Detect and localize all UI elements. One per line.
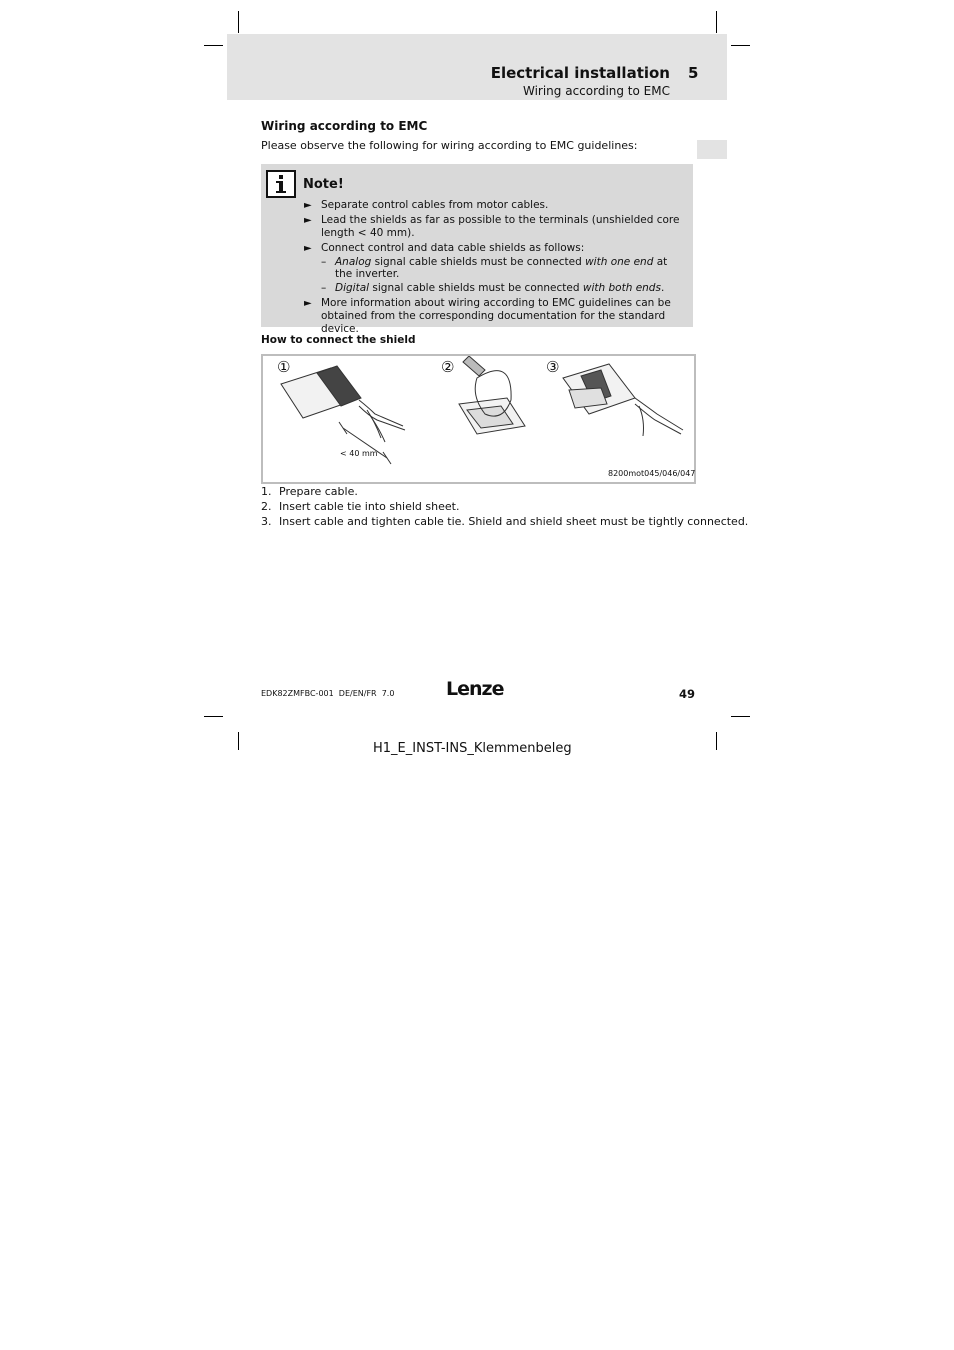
note-bullet: More information about wiring according to EMC guidelines can be obtained from the corresponding documentation for the standard device. [321,297,671,335]
step-number: 3. [261,515,272,528]
bullet-icon: ► [304,200,312,211]
figure-marker-2: ② [441,358,455,376]
crop-mark [238,11,239,33]
step-text: Prepare cable. [279,485,358,498]
dash-icon: – [321,282,327,294]
bullet-icon: ► [304,243,312,254]
figure-id: 8200mot045/046/047 [608,469,696,478]
chapter-number: 5 [688,64,699,82]
crop-mark [731,45,750,46]
crop-mark [204,716,223,717]
info-icon [266,170,296,198]
dimension-label: < 40 mm [340,449,378,458]
chapter-tab-marker [697,140,727,159]
step-text: Insert cable tie into shield sheet. [279,500,460,513]
bullet-icon: ► [304,298,312,309]
page-number: 49 [679,687,696,701]
note-sub-item: Analog signal cable shields must be connected with one end at the inverter. [335,256,668,280]
dash-icon: – [321,256,327,268]
chapter-subtitle: Wiring according to EMC [522,84,670,98]
subsection-title: How to connect the shield [261,334,416,346]
note-bullet: Connect control and data cable shields as follows: [321,242,585,254]
bullet-icon: ► [304,215,312,226]
section-title: Wiring according to EMC [261,119,428,133]
job-label: H1_E_INST-INS_Klemmenbeleg [373,741,572,756]
crop-mark [716,732,717,750]
note-title: Note! [303,177,344,192]
crop-mark [204,45,223,46]
shield-illustration [263,356,694,482]
step-number: 1. [261,485,272,498]
crop-mark [238,732,239,750]
figure-marker-1: ① [277,358,291,376]
step-number: 2. [261,500,272,513]
document-id: EDK82ZMFBC-001 DE/EN/FR 7.0 [261,689,395,698]
note-sub-item: Digital signal cable shields must be connected with both ends. [335,282,665,294]
chapter-title: Electrical installation [490,64,670,82]
step-text: Insert cable and tighten cable tie. Shield and shield sheet must be tightly connected. [279,515,749,528]
section-intro: Please observe the following for wiring according to EMC guidelines: [261,139,638,152]
shield-figure [261,354,696,484]
crop-mark [731,716,750,717]
lenze-logo: Lenze [446,678,504,700]
note-bullet: Lead the shields as far as possible to the terminals (unshielded core length < 40 mm). [321,214,680,239]
figure-marker-3: ③ [546,358,560,376]
note-bullet: Separate control cables from motor cables. [321,199,549,211]
crop-mark [716,11,717,33]
